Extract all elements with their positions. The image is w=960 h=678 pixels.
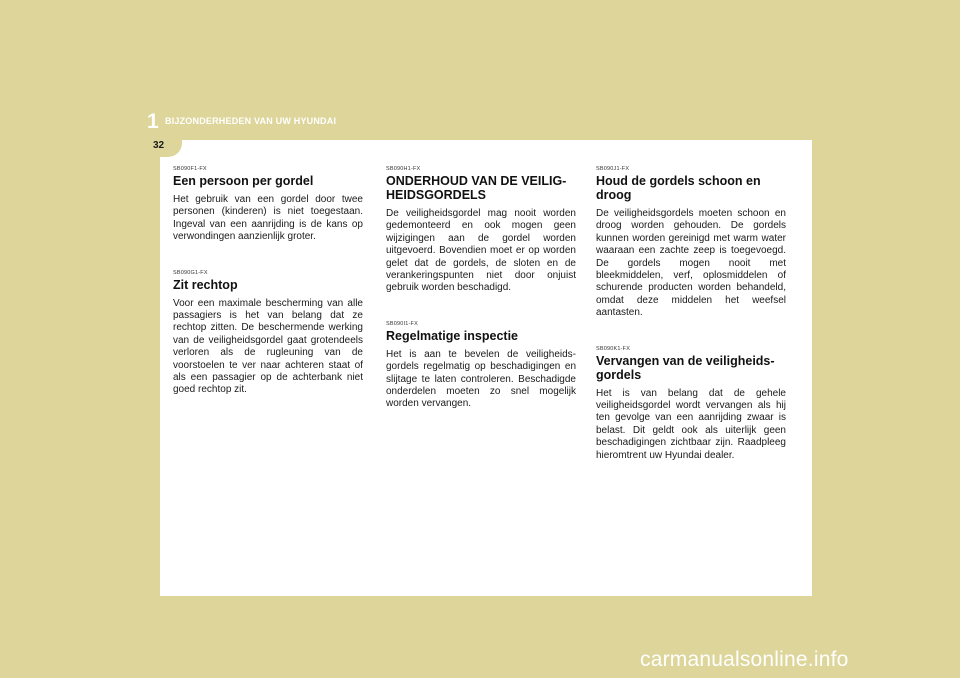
section-code: SB090K1-FX [596,345,631,352]
section-body: Voor een maximale bescherming van alle passagiers is het van belang dat ze rechtop zitten. De beschermende werking van de veiligheidsgordel gaat grotendeels verloren als de rugleuning van de voorstoelen te ver naar achteren staat of als een passagier op de achterbank niet goed rechtop zit. [173,297,363,396]
left-color-band [0,0,160,678]
site-watermark: carmanualsonline.info [640,648,849,671]
chapter-number: 1 [147,110,159,133]
section-heading: Regelmatige inspectie [386,328,518,343]
section-code: SB090G1-FX [173,269,208,276]
section-one-person-per-belt [173,166,363,244]
section-body: De veiligheidsgordels moeten schoon en droog worden gehouden. De gordels kunnen worden gereinigd met warm water waaraan een zachte zeep is toegevoegd. De gordels mogen nooit met bleekmiddelen, verf, oplosmiddelen of schurende producten worden behandeld, omdat deze middelen het weefsel aantasten. [596,208,786,319]
section-belt-maintenance [386,166,576,295]
chapter-title: BIJZONDERHEDEN VAN UW HYUNDAI [165,116,337,126]
section-code: SB090H1-FX [386,166,421,172]
column-2 [386,166,576,437]
column-1 [173,166,363,423]
section-body: Het is van belang dat de gehele veiligheidsgordel wordt vervangen als hij ten gevolge van een aanrijding zwaar is belast. Dit geldt ook als uiterlijk geen beschadigingen zichtbaar zijn. Raadpleeg hieromtrent uw Hyundai dealer. [596,387,786,461]
section-heading: Een persoon per gordel [173,174,314,188]
section-keep-belts-clean [596,166,786,320]
section-code: SB090I1-FX [386,320,418,327]
section-body: Het is aan te bevelen de veiligheids-gordels regelmatig op beschadigingen en slijtage te laten controleren. Beschadigde onderdelen moeten zo snel mogelijk worden vervangen. [386,348,576,410]
section-body: De veiligheidsgordel mag nooit worden gedemonteerd en ook mogen geen wijzigingen aan de gordel worden uitgevoerd. Bovendien moet er op worden gelet dat de gordels, de sloten en de verankeringspunten niet door onjuist gebruik worden beschadigd. [386,208,576,294]
section-heading: Houd de gordels schoon en droog [596,174,761,202]
page-number: 32 [153,140,165,151]
right-color-band [812,0,960,678]
section-code: SB090F1-FX [173,166,207,172]
section-heading: ONDERHOUD VAN DE VEILIG-HEIDSGORDELS [386,174,567,202]
section-regular-inspection [386,321,576,411]
section-heading: Vervangen van de veiligheids-gordels [596,353,775,382]
column-3 [596,166,786,488]
section-body: Het gebruik van een gordel door twee personen (kinderen) is niet toegestaan. Ingeval van een aanrijding is de kans op verwondingen aanzienlijk groter. [173,194,363,243]
section-heading: Zit rechtop [173,277,238,292]
section-code: SB090J1-FX [596,166,630,172]
section-replacing-belts [596,346,786,462]
section-sit-upright [173,270,363,397]
